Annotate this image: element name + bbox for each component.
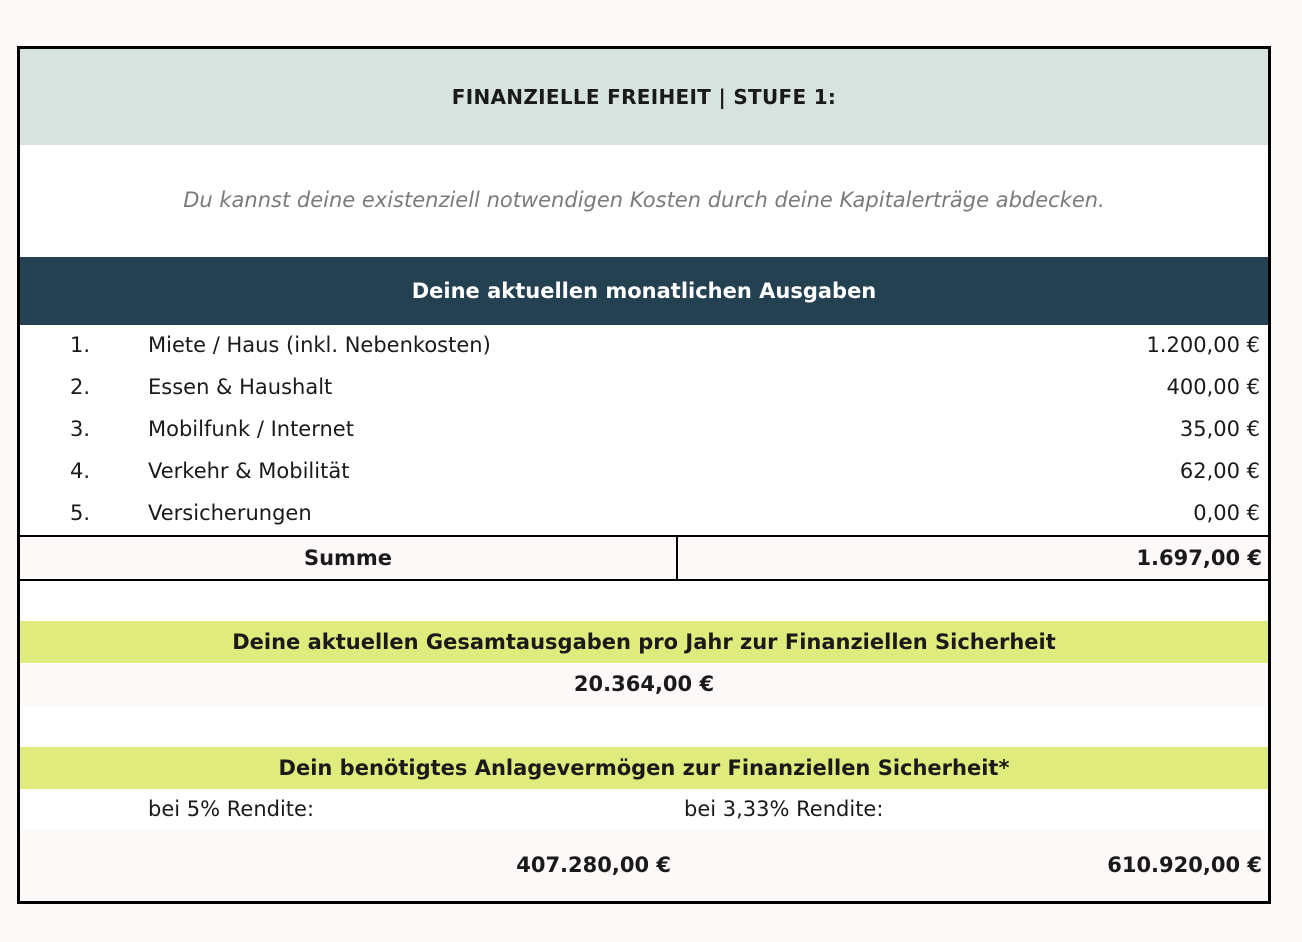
expenses-header-band xyxy=(20,257,1268,325)
annual-header-band xyxy=(20,621,1268,663)
rate-5-value: 407.280,00 € xyxy=(516,853,671,877)
expense-number: 3. xyxy=(70,417,91,441)
sum-label-cell xyxy=(20,537,678,579)
sum-row xyxy=(20,535,1268,581)
rate-333-label: bei 3,33% Rendite: xyxy=(684,797,884,821)
subtitle-band xyxy=(20,145,1268,255)
rate-5-label: bei 5% Rendite: xyxy=(148,797,315,821)
page-title: FINANZIELLE FREIHEIT | STUFE 1: xyxy=(451,85,837,109)
rate-labels-row xyxy=(20,789,1268,831)
annual-header: Deine aktuellen Gesamtausgaben pro Jahr zur Finanziellen Sicherheit xyxy=(232,630,1056,654)
expense-amount[interactable]: 0,00 € xyxy=(1193,501,1260,525)
expense-label: Verkehr & Mobilität xyxy=(148,459,350,483)
capital-values-row xyxy=(20,831,1268,901)
capital-header: Dein benötigtes Anlagevermögen zur Finanziellen Sicherheit* xyxy=(278,756,1010,780)
expense-number: 1. xyxy=(70,333,91,357)
expense-row[interactable] xyxy=(20,409,1268,451)
expense-number: 4. xyxy=(70,459,91,483)
annual-value: 20.364,00 € xyxy=(573,672,715,696)
expense-row[interactable] xyxy=(20,493,1268,535)
sum-label: Summe xyxy=(303,546,393,570)
expense-number: 2. xyxy=(70,375,91,399)
expenses-header: Deine aktuellen monatlichen Ausgaben xyxy=(411,279,877,303)
expense-label: Essen & Haushalt xyxy=(148,375,333,399)
expense-number: 5. xyxy=(70,501,91,525)
expense-row[interactable] xyxy=(20,367,1268,409)
expense-label: Mobilfunk / Internet xyxy=(148,417,354,441)
expense-amount[interactable]: 62,00 € xyxy=(1179,459,1260,483)
financial-freedom-sheet xyxy=(17,46,1271,904)
title-band xyxy=(20,49,1268,145)
expense-amount[interactable]: 1.200,00 € xyxy=(1146,333,1260,357)
expense-row[interactable] xyxy=(20,451,1268,493)
expense-amount[interactable]: 400,00 € xyxy=(1166,375,1260,399)
page-subtitle: Du kannst deine existenziell notwendigen Kosten durch deine Kapitalerträge abdecken. xyxy=(183,188,1105,212)
expense-label: Versicherungen xyxy=(148,501,312,525)
sum-value: 1.697,00 € xyxy=(1136,546,1262,570)
annual-value-band xyxy=(20,663,1268,705)
capital-header-band xyxy=(20,747,1268,789)
expense-row[interactable] xyxy=(20,325,1268,367)
expense-label: Miete / Haus (inkl. Nebenkosten) xyxy=(148,333,491,357)
rate-333-value: 610.920,00 € xyxy=(1107,853,1262,877)
expense-amount[interactable]: 35,00 € xyxy=(1179,417,1260,441)
